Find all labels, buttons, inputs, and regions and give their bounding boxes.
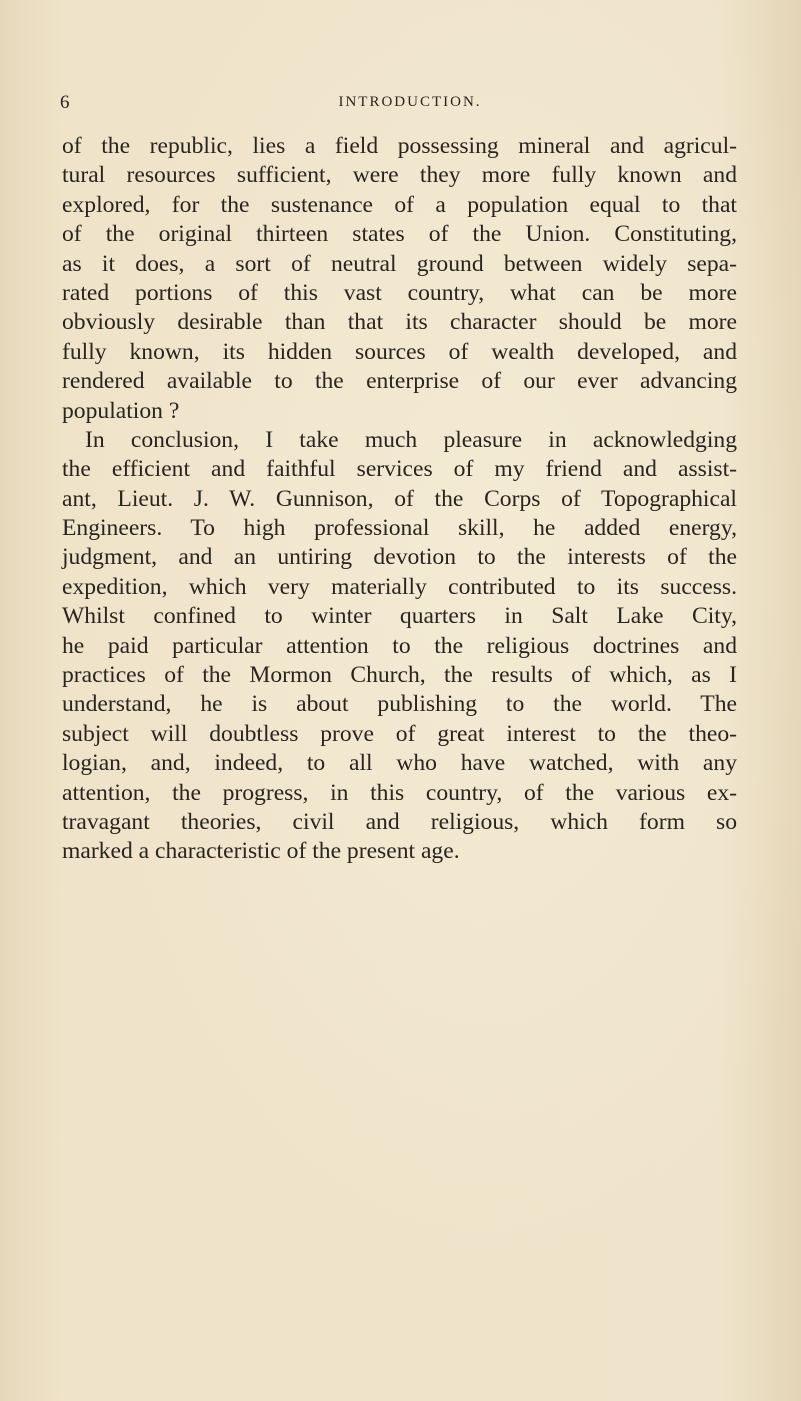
text-line: marked a characteristic of the present age. xyxy=(62,838,460,865)
text-line: subject will doubtless prove of great interest to the theo- xyxy=(62,720,737,747)
text-line: Whilst confined to winter quarters in Salt Lake City, xyxy=(62,603,737,630)
paragraph-2 xyxy=(62,426,737,867)
text-line: rendered available to the enterprise of our ever advancing xyxy=(62,368,737,395)
text-line: obviously desirable than that its character should be more xyxy=(62,309,737,336)
text-line: of the original thirteen states of the Union. Constituting, xyxy=(62,221,737,248)
text-line: In conclusion, I take much pleasure in acknowledging xyxy=(85,426,737,453)
text-line: Engineers. To high professional skill, he added energy, xyxy=(62,515,737,542)
text-line: tural resources sufficient, were they more fully known and xyxy=(62,162,737,189)
text-line: explored, for the sustenance of a population equal to that xyxy=(62,191,737,218)
body-text xyxy=(62,132,737,867)
text-line: the efficient and faithful services of my friend and assist- xyxy=(62,456,737,483)
text-line: practices of the Mormon Church, the results of which, as I xyxy=(62,662,737,689)
text-line: expedition, which very materially contributed to its success. xyxy=(62,573,737,600)
text-line: ant, Lieut. J. W. Gunnison, of the Corps of Topographical xyxy=(62,485,737,512)
text-line: logian, and, indeed, to all who have watched, with any xyxy=(62,750,737,777)
running-head-title: INTRODUCTION. xyxy=(338,94,482,110)
text-line: rated portions of this vast country, what can be more xyxy=(62,279,737,306)
text-line: as it does, a sort of neutral ground between widely sepa- xyxy=(62,250,737,277)
running-head xyxy=(60,92,760,116)
text-line: fully known, its hidden sources of wealth developed, and xyxy=(62,338,737,365)
text-line: judgment, and an untiring devotion to the interests of the xyxy=(62,544,737,571)
text-line: population ? xyxy=(62,397,180,424)
text-line: of the republic, lies a field possessing mineral and agricul- xyxy=(62,133,737,159)
paragraph-1 xyxy=(62,132,737,426)
text-line: attention, the progress, in this country, of the various ex- xyxy=(62,779,737,806)
page-number: 6 xyxy=(60,92,70,113)
text-line: he paid particular attention to the religious doctrines and xyxy=(62,632,737,659)
text-line: understand, he is about publishing to the world. The xyxy=(62,691,737,718)
text-line: travagant theories, civil and religious, which form so xyxy=(62,808,737,835)
